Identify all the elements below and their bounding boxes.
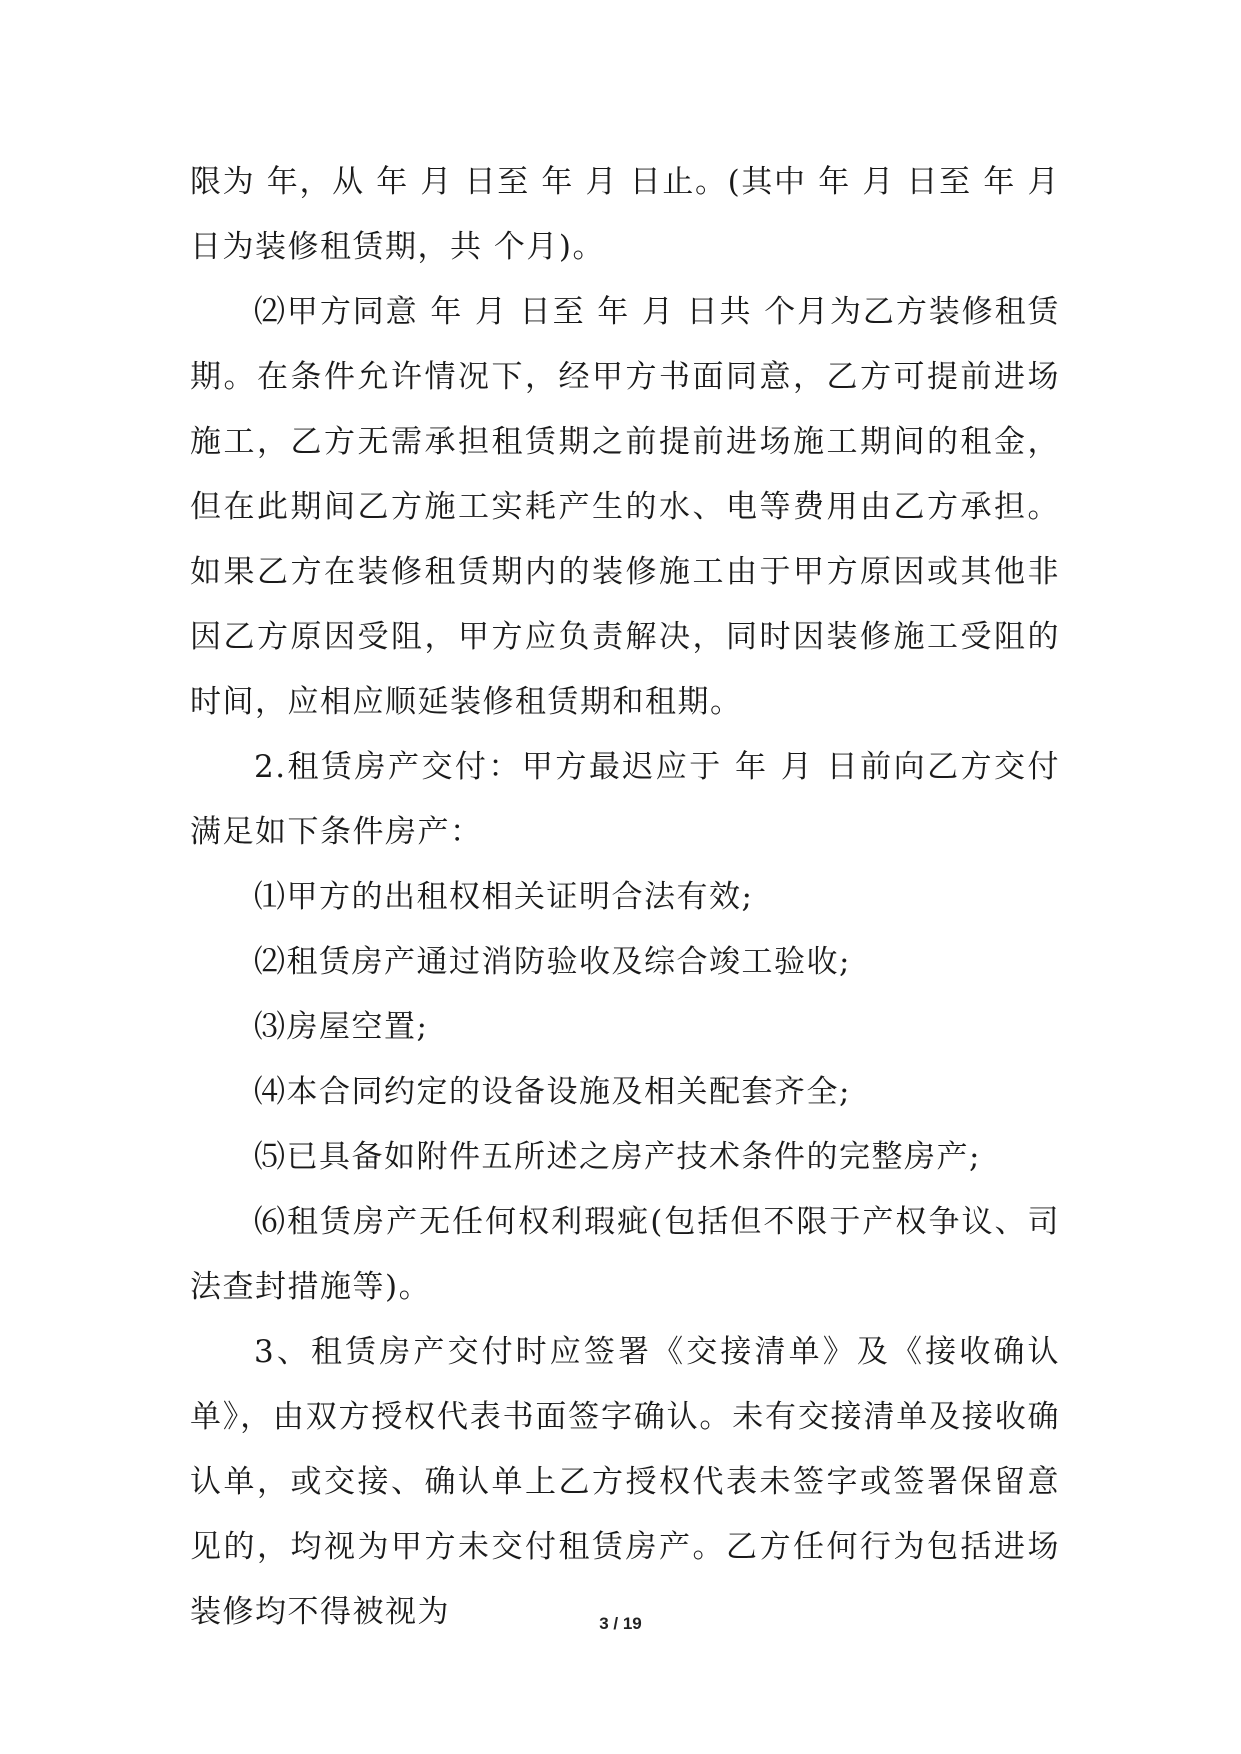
paragraph-property-delivery: 2.租赁房产交付：甲方最迟应于 年 月 日前向乙方交付满足如下条件房产：	[190, 749, 1060, 850]
list-item-condition-1: ⑴甲方的出租权相关证明合法有效;	[254, 879, 754, 915]
paragraph-lease-term: 限为 年，从 年 月 日至 年 月 日止。(其中 年 月 日至 年 月日为装修租赁期，共 个月)。	[190, 164, 1060, 265]
list-item-condition-6: ⑹租赁房产无任何权利瑕疵(包括但不限于产权争议、司法查封措施等)。	[190, 1204, 1060, 1305]
list-item-condition-5: ⑸已具备如附件五所述之房产技术条件的完整房产;	[254, 1139, 981, 1175]
list-item-condition-2: ⑵租赁房产通过消防验收及综合竣工验收;	[254, 944, 851, 980]
list-item-condition-4: ⑷本合同约定的设备设施及相关配套齐全;	[254, 1074, 851, 1110]
list-item-condition-3: ⑶房屋空置;	[254, 1009, 429, 1045]
paragraph-renovation-period: ⑵甲方同意 年 月 日至 年 月 日共 个月为乙方装修租赁期。在条件允许情况下，经甲方书面同意，乙方可提前进场施工，乙方无需承担租赁期之前提前进场施工期间的租金，但在此期间乙方施工实耗产生的水、电等费用由乙方承担。如果乙方在装修租赁期内的装修施工由于甲方原因或其他非因乙方原因受阻，甲方应负责解决，同时因装修施工受阻的时间，应相应顺延装修租赁期和租期。	[190, 294, 1060, 720]
paragraph-handover-documents: 3、租赁房产交付时应签署《交接清单》及《接收确认单》，由双方授权代表书面签字确认。未有交接清单及接收确认单，或交接、确认单上乙方授权代表未签字或签署保留意见的，均视为甲方未交付租赁房产。乙方任何行为包括进场装修均不得被视为	[190, 1334, 1060, 1630]
document-body	[190, 150, 1060, 1645]
page-number: 3 / 19	[599, 1614, 642, 1633]
